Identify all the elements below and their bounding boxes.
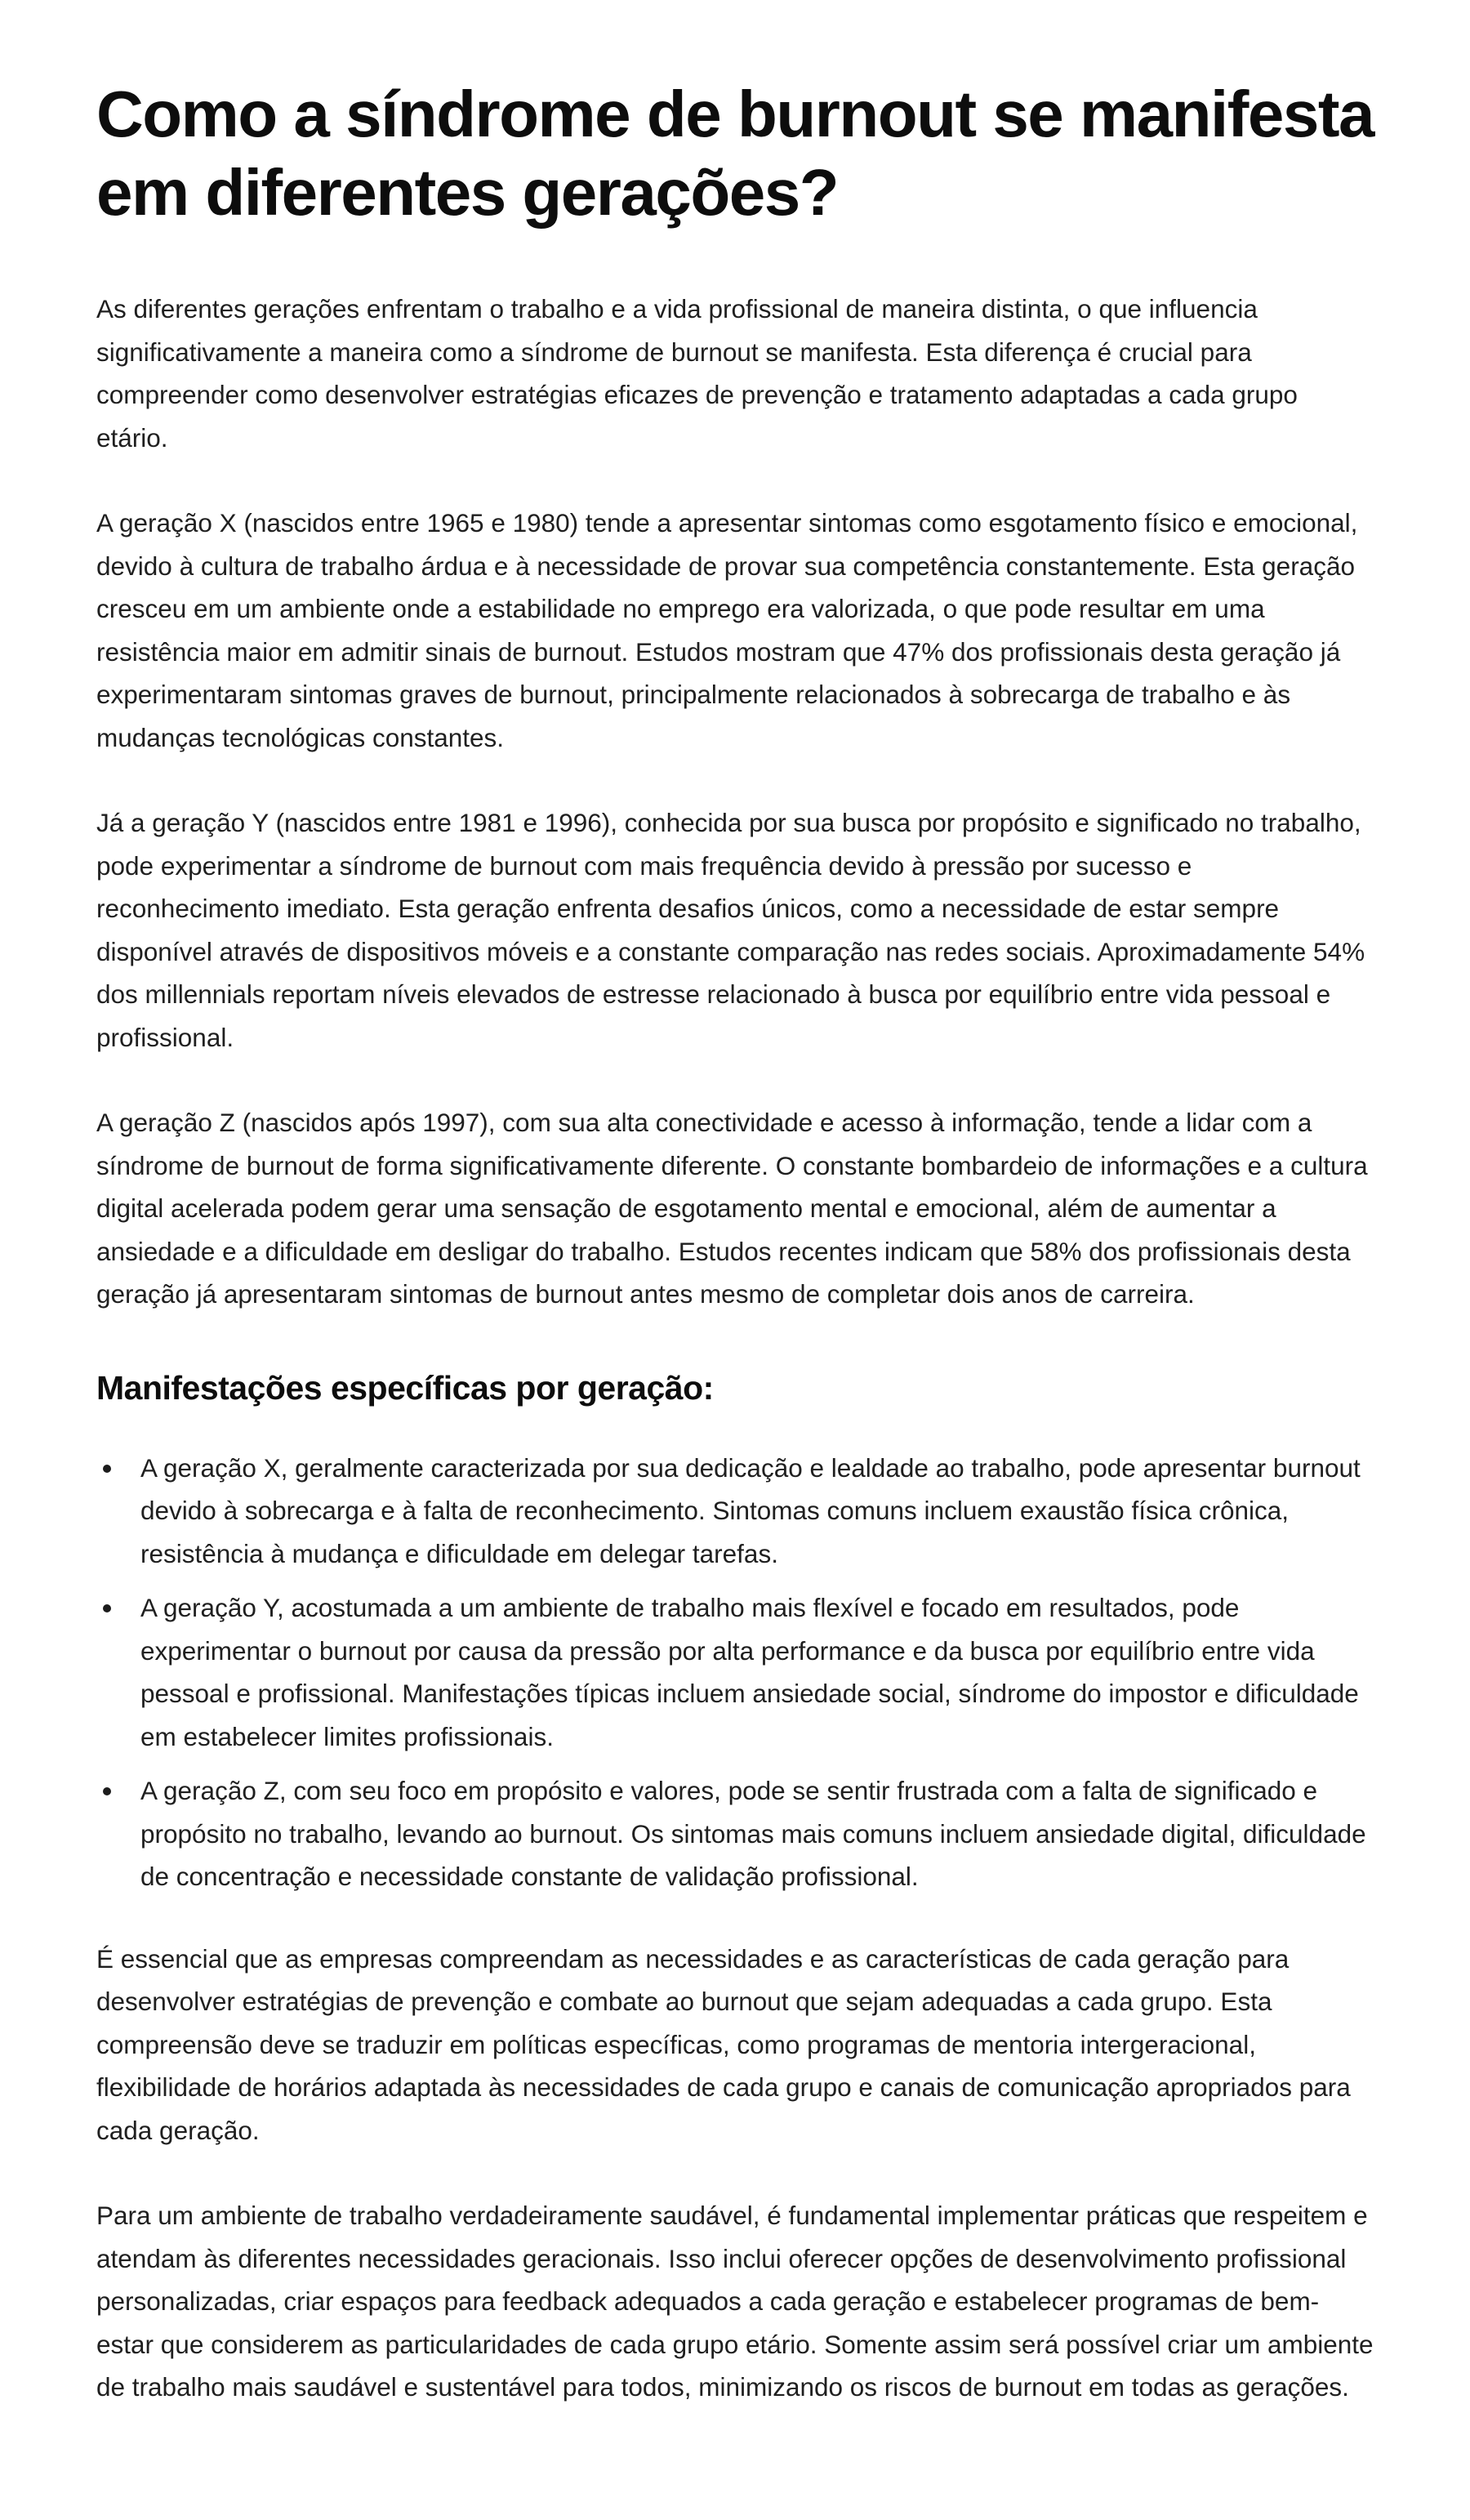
section-heading: Manifestações específicas por geração: bbox=[96, 1368, 714, 1407]
paragraph-conclusion: Para um ambiente de trabalho verdadeiramente saudável, é fundamental implementar práticas que respeitem e atendam às diferentes necessidades geracionais. Isso inclui oferecer opções de desenvolvimento profissional personalizadas, criar espaços para feedback adequados a cada geração e estabelecer programas de bem-estar que considerem as particularidades de cada grupo etário. Somente assim será possível criar um ambiente de trabalho mais saudável e sustentável para todos, minimizando os riscos de burnout em todas as gerações. bbox=[96, 2201, 1374, 2402]
list-item bbox=[96, 1586, 1374, 1758]
list-item-text: A geração Z, com seu foco em propósito e valores, pode se sentir frustrada com a falta de significado e propósito no trabalho, levando ao burnout. Os sintomas mais comuns incluem ansiedade digital, dificuldade de concentração e necessidade constante de validação profissional. bbox=[140, 1776, 1366, 1891]
paragraph-intro: As diferentes gerações enfrentam o trabalho e a vida profissional de maneira distinta, o que influencia significativamente a maneira como a síndrome de burnout se manifesta. Esta diferença é crucial para compreender como desenvolver estratégias eficazes de prevenção e tratamento adaptadas a cada grupo etário. bbox=[96, 294, 1298, 453]
paragraph-generation-x: A geração X (nascidos entre 1965 e 1980) tende a apresentar sintomas como esgotamento físico e emocional, devido à cultura de trabalho árdua e à necessidade de provar sua competência constantemente. Esta geração cresceu em um ambiente onde a estabilidade no emprego era valorizada, o que pode resultar em uma resistência maior em admitir sinais de burnout. Estudos mostram que 47% dos profissionais desta geração já experimentaram sintomas graves de burnout, principalmente relacionados à sobrecarga de trabalho e às mudanças tecnológicas constantes. bbox=[96, 508, 1358, 752]
paragraph-companies: É essencial que as empresas compreendam as necessidades e as características de cada geração para desenvolver estratégias de prevenção e combate ao burnout que sejam adequadas a cada grupo. Esta compreensão deve se traduzir em políticas específicas, como programas de mentoria intergeracional, flexibilidade de horários adaptada às necessidades de cada grupo e canais de comunicação apropriados para cada geração. bbox=[96, 1943, 1351, 2145]
paragraph-generation-z: A geração Z (nascidos após 1997), com sua alta conectividade e acesso à informação, tende a lidar com a síndrome de burnout de forma significativamente diferente. O constante bombardeio de informações e a cultura digital acelerada podem gerar uma sensação de esgotamento mental e emocional, além de aumentar a ansiedade e a dificuldade em desligar do trabalho. Estudos recentes indicam que 58% dos profissionais desta geração já apresentaram sintomas de burnout antes mesmo de completar dois anos de carreira. bbox=[96, 1108, 1368, 1309]
manifestations-list bbox=[96, 1447, 1374, 1898]
paragraph-generation-y: Já a geração Y (nascidos entre 1981 e 1996), conhecida por sua busca por propósito e significado no trabalho, pode experimentar a síndrome de burnout com mais frequência devido à pressão por sucesso e reconhecimento imediato. Esta geração enfrenta desafios únicos, como a necessidade de estar sempre disponível através de dispositivos móveis e a constante comparação nas redes sociais. Aproximadamente 54% dos millennials reportam níveis elevados de estresse relacionado à busca por equilíbrio entre vida pessoal e profissional. bbox=[96, 808, 1365, 1052]
page-title: Como a síndrome de burnout se manifesta em diferentes gerações? bbox=[96, 78, 1374, 229]
list-item-text: A geração X, geralmente caracterizada por sua dedicação e lealdade ao trabalho, pode apresentar burnout devido à sobrecarga e à falta de reconhecimento. Sintomas comuns incluem exaustão física crônica, resistência à mudança e dificuldade em delegar tarefas. bbox=[140, 1452, 1361, 1568]
bullet-dot-icon bbox=[103, 1787, 111, 1795]
list-item bbox=[96, 1447, 1374, 1576]
list-item bbox=[96, 1769, 1374, 1898]
bullet-dot-icon bbox=[103, 1465, 111, 1473]
list-item-text: A geração Y, acostumada a um ambiente de trabalho mais flexível e focado em resultados, pode experimentar o burnout por causa da pressão por alta performance e da busca por equilíbrio entre vida pessoal e profissional. Manifestações típicas incluem ansiedade social, síndrome do impostor e dificuldade em estabelecer limites profissionais. bbox=[140, 1593, 1359, 1751]
bullet-dot-icon bbox=[103, 1604, 111, 1612]
